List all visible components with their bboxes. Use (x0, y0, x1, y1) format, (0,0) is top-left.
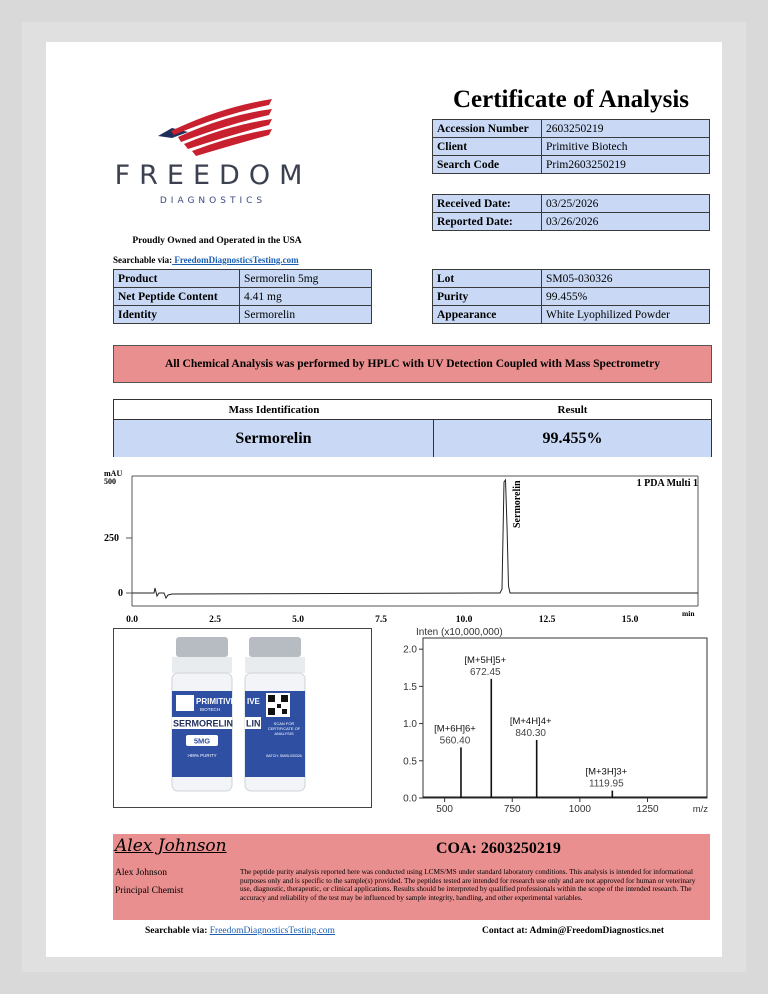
peak-value-label: 560.40 (439, 735, 471, 747)
x-unit: min (682, 609, 695, 618)
vial-back-name: LIN (246, 718, 261, 729)
field-label: Reported Date: (433, 213, 542, 231)
field-label: Received Date: (433, 195, 542, 213)
field-value: Prim2603250219 (542, 156, 710, 174)
footer-searchable-link[interactable]: FreedomDiagnosticsTesting.com (209, 926, 335, 936)
lot-table (432, 269, 710, 324)
x-tick: 12.5 (538, 615, 556, 625)
field-value: 03/26/2026 (542, 213, 710, 231)
vial-back-text (264, 721, 304, 751)
x-tick: 5.0 (292, 615, 304, 625)
field-label: Lot (433, 270, 542, 288)
x-tick: 7.5 (375, 615, 387, 625)
x-tick-label: 750 (503, 804, 521, 815)
vial-scan-text: SCAN FOR CERTIFICATE OF ANALYSIS (267, 721, 301, 736)
y-tick-label: 1.0 (403, 719, 417, 731)
footer-contact (482, 926, 664, 936)
vial-neck (245, 657, 305, 673)
spectrum-xlabel: m/z (692, 804, 708, 815)
vial-purity: >99% PURITY (187, 753, 217, 758)
field-label: Appearance (433, 306, 542, 324)
searchable-label: Searchable via: (113, 255, 173, 265)
accession-table (432, 119, 710, 174)
vial-back-brand: IVE (247, 697, 260, 706)
x-tick-label: 500 (436, 804, 453, 815)
product-table (113, 269, 372, 324)
footer-searchable (145, 926, 335, 936)
coa-number: COA: 2603250219 (436, 840, 561, 857)
peak-label: Sermorelin (512, 480, 523, 528)
brand-subtitle: DIAGNOSTICS (159, 196, 267, 206)
signer-name: Alex Johnson (115, 868, 167, 878)
result-value: 99.455% (434, 419, 711, 457)
field-label: Purity (433, 288, 542, 306)
y-tick-label: 2.0 (403, 644, 417, 656)
page-background (22, 22, 746, 972)
field-label: Accession Number (433, 120, 542, 138)
chromatogram-top-tick: 500 (104, 477, 116, 486)
signer-role: Principal Chemist (115, 886, 184, 896)
y-tick-label: 0.5 (403, 756, 417, 768)
method-banner: All Chemical Analysis was performed by HPLC with UV Detection Coupled with Mass Spectrometry (113, 345, 712, 383)
field-value: Sermorelin 5mg (240, 270, 372, 288)
peak-ion-label: [M+4H]4+ (509, 715, 552, 727)
footer-contact-label: Contact at: (482, 926, 528, 936)
table-row (114, 306, 372, 324)
x-tick-label: 1000 (568, 804, 592, 815)
vial-batch: BATCH: SM05-030326 (266, 754, 302, 758)
vial-dose: 5MG (193, 736, 211, 746)
y-tick-0: 0 (118, 588, 123, 599)
vial-cap (249, 637, 301, 657)
signature-script: Alex Johnson (115, 836, 227, 856)
table-row (114, 288, 372, 306)
peak-ion-label: [M+6H]6+ (434, 723, 476, 735)
vial-brand-sub: BIOTECH (200, 707, 221, 712)
certificate-sheet (46, 42, 722, 957)
table-row (433, 120, 710, 138)
field-value: White Lyophilized Powder (542, 306, 710, 324)
table-row (433, 270, 710, 288)
field-value: 03/25/2026 (542, 195, 710, 213)
hplc-chromatogram (102, 466, 710, 626)
tagline: Proudly Owned and Operated in the USA (132, 236, 302, 246)
footer-searchable-label: Searchable via: (145, 926, 208, 936)
vial-brand: PRIMITIVE (196, 697, 237, 706)
field-value: 4.41 mg (240, 288, 372, 306)
table-row (433, 306, 710, 324)
table-row (433, 195, 710, 213)
vial-name: SERMORELIN (173, 718, 234, 729)
chromatogram-legend: 1 PDA Multi 1 (636, 478, 698, 489)
mass-spectrum-chart (376, 626, 716, 816)
peak-ion-label: [M+5H]5+ (464, 654, 507, 666)
field-value: SM05-030326 (542, 270, 710, 288)
table-row (433, 156, 710, 174)
y-tick-label: 0.0 (403, 793, 417, 805)
field-label: Net Peptide Content (114, 288, 240, 306)
chromatogram-trace (132, 480, 698, 598)
spectrum-y-ticks (403, 645, 423, 805)
field-label: Identity (114, 306, 240, 324)
x-tick: 15.0 (621, 615, 639, 625)
field-label: Client (433, 138, 542, 156)
searchable-link[interactable]: FreedomDiagnosticsTesting.com (172, 255, 299, 265)
chromatogram-ylabel: mAU (104, 469, 123, 478)
signature-footer (113, 834, 710, 920)
table-row (114, 270, 372, 288)
brand-name: FREEDOM (114, 160, 312, 191)
x-tick: 0.0 (126, 615, 138, 625)
spectrum-title: Inten (x10,000,000) (416, 627, 503, 638)
field-value: Primitive Biotech (542, 138, 710, 156)
vial-photo (114, 629, 371, 807)
x-tick: 2.5 (209, 615, 221, 625)
field-label: Product (114, 270, 240, 288)
vial-logo (176, 695, 194, 711)
peak-ion-label: [M+3H]3+ (585, 766, 628, 778)
field-value: 2603250219 (542, 120, 710, 138)
spectrum-peaks (423, 655, 707, 798)
footer-contact-email[interactable]: Admin@FreedomDiagnostics.net (529, 926, 665, 936)
y-tick-label: 1.5 (403, 681, 417, 693)
searchable-header (113, 255, 299, 265)
mass-id-value: Sermorelin (114, 419, 434, 457)
x-ticks (126, 609, 695, 625)
spectrum-x-ticks (436, 798, 659, 815)
field-value: Sermorelin (240, 306, 372, 324)
x-tick: 10.0 (455, 615, 473, 625)
field-value: 99.455% (542, 288, 710, 306)
vial-neck (172, 657, 232, 673)
disclaimer: The peptide purity analysis reported here was conducted using LCMS/MS under standard laboratory conditions. This analysis is intended for informational purposes only and is specific to the sample(s) provided. The peptides tested are intended for research use only and are not approved for human or veterinary use, diagnostic, therapeutic, or clinical applications. Results should be interpreted by qualified professionals within the scope of the intended research. The accuracy and reliability of the test may be influenced by sample integrity, handling, and other experimental variables. (240, 867, 696, 902)
mass-id-header: Mass Identification (228, 403, 320, 416)
table-row (433, 138, 710, 156)
x-tick-label: 1250 (636, 804, 659, 815)
result-header: Result (557, 403, 588, 416)
eagle-flag-logo-icon (126, 97, 276, 159)
peak-value-label: 672.45 (469, 666, 501, 678)
peak-value-label: 1119.95 (588, 778, 624, 790)
document-title: Certificate of Analysis (452, 86, 690, 113)
y-tick-250: 250 (104, 533, 119, 544)
table-row (433, 288, 710, 306)
peak-value-label: 840.30 (515, 727, 546, 739)
vial-photo-frame (113, 628, 372, 808)
field-label: Search Code (433, 156, 542, 174)
dates-table (432, 194, 710, 231)
mass-result-table (113, 399, 712, 457)
table-row (433, 213, 710, 231)
vial-cap (176, 637, 228, 657)
